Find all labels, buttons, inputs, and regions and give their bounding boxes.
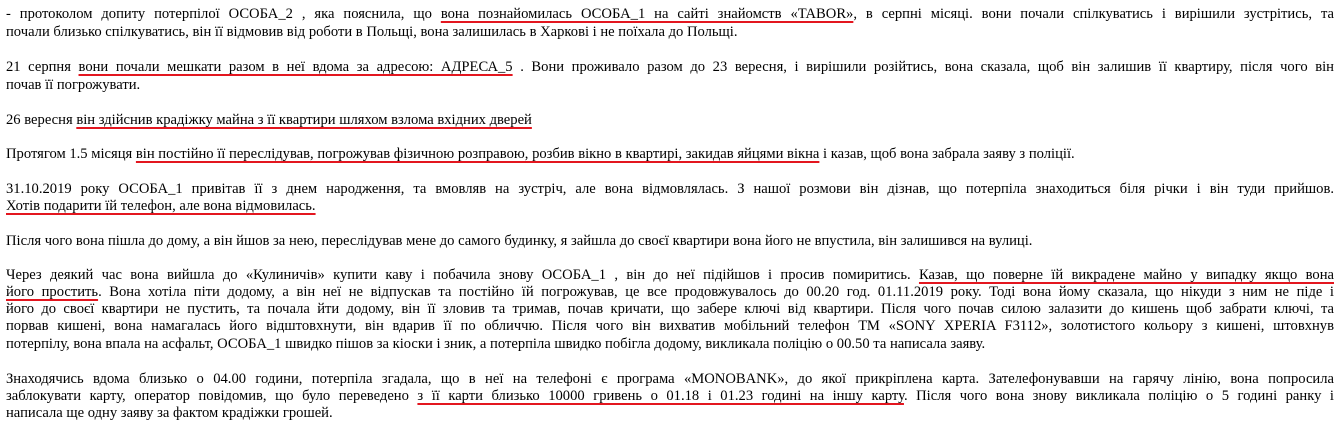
paragraph-8-line-2 [6, 388, 1334, 405]
paragraph-1-line-1 [6, 6, 1334, 23]
p5-underlined-text: Хотів подарити їй телефон, але вона відмовилась. [6, 198, 316, 214]
p8-underlined-text: з її карти близько 10000 гривень о 01.18 і 01.23 годині на іншу карту [417, 388, 904, 404]
p3-underlined-text: він здійснив крадіжку майна з її квартири шляхом взлома вхідних дверей [76, 112, 532, 128]
paragraph-3-line-1 [6, 112, 532, 129]
paragraph-2-line-1 [6, 59, 1334, 76]
p7-underlined-text-1: Казав, що поверне їй викрадене майно у випадку якщо вона [918, 267, 1334, 283]
p8-text-2: . Після чого вона знову викликала поліцію о 5 годині ранку і [903, 388, 1334, 404]
paragraph-7-line-2 [6, 284, 1334, 301]
paragraph-6-line-1: Після чого вона пішла до дому, а він йшов за нею, переслідував мене до самого будинку, я зайшла до своєї квартири вона його не впустила, він залишився на вулиці. [6, 233, 1033, 249]
p4-text-2: і казав, щоб вона забрала заяву з поліції. [819, 146, 1075, 162]
p4-text-1: Протягом 1.5 місяця [6, 146, 136, 162]
p7-text-2: . Вона хотіла піти додому, а він неї не відпускав та постійно їй погрожував, це все продовжувалось до 00.20 год. 01.11.2019 року. Тоді вона йому сказала, що нікуди з ним не піде і [98, 284, 1334, 300]
p2-text-1: 21 серпня [6, 59, 79, 75]
paragraph-8-line-3: написала ще одну заяву за фактом крадіжки грошей. [6, 405, 333, 421]
paragraph-7-line-1 [6, 267, 1334, 284]
p2-underlined-text: вони почали мешкати разом в неї вдома за адресою: АДРЕСА_5 [78, 59, 513, 75]
paragraph-7-line-3: його до своєї квартири не пустить, та почала йти додому, він її зловив та тримав, почав кричати, що забере ключі від квартири. Після чого почав силою залазити до кишень щоб забрати ключі, та [6, 301, 1334, 317]
p7-underlined-text-2: його простить [6, 284, 99, 300]
paragraph-2-line-2: почав її погрожувати. [6, 77, 141, 93]
paragraph-5-line-2 [6, 198, 316, 215]
p2-text-2: . Вони проживало разом до 23 вересня, і вирішили розійтись, вона сказала, щоб він залишив її квартиру, після чого він [512, 59, 1334, 75]
p1-underlined-text: вона познайомилась ОСОБА_1 на сайті знайомств «TABOR» [440, 6, 854, 22]
paragraph-7-line-5: потерпілу, вона впала на асфальт, ОСОБА_1 швидко пішов за кіоски і зник, а потерпіла швидко побігла додому, викликала поліцію о 00.50 та написала заяву. [6, 336, 986, 352]
p8-text-1: заблокувати карту, оператор повідомив, що було переведено [6, 388, 418, 404]
p4-underlined-text: він постійно її переслідував, погрожував фізичною розправою, розбив вікно в квартирі, закидав яйцями вікна [135, 146, 820, 162]
paragraph-1-line-2: почали близько спілкуватись, він її відмовив від роботи в Польщі, вона залишилась в Харкові і не поїхала до Польщі. [6, 24, 738, 40]
paragraph-4-line-1 [6, 146, 1075, 163]
p3-text-1: 26 вересня [6, 112, 77, 128]
paragraph-7-line-4: порвав кишені, вона намагалась його відштовхнути, він вдарив її по обличчю. Після чого він вихватив мобільний телефон ТМ «SONY XPERIA F3112», золотистого кольору з кишені, штовхнув [6, 318, 1334, 334]
paragraph-8-line-1: Знаходячись вдома близько о 04.00 години, потерпіла згадала, що в неї на телефоні є програма «MONOBANK», до якої прикріплена карта. Зателефонувавши на гарячу лінію, вона попросила [6, 371, 1334, 387]
p1-text-1: - протоколом допиту потерпілої ОСОБА_2 , яка пояснила, що [6, 6, 441, 22]
paragraph-5-line-1: 31.10.2019 року ОСОБА_1 привітав її з днем народження, та вмовляв на зустріч, але вона відмовлялась. З нашої розмови він дізнав, що потерпіла знаходиться біля річки і він туди прийшов. [6, 181, 1334, 197]
p1-text-2: , в серпні місяці. вони почали спілкуватись і вирішили зустрітись, та [853, 6, 1334, 22]
p7-text-1: Через деякий час вона вийшла до «Кулиничів» купити каву і побачила знову ОСОБА_1 , він до неї підійшов і просив помиритись. [6, 267, 919, 283]
